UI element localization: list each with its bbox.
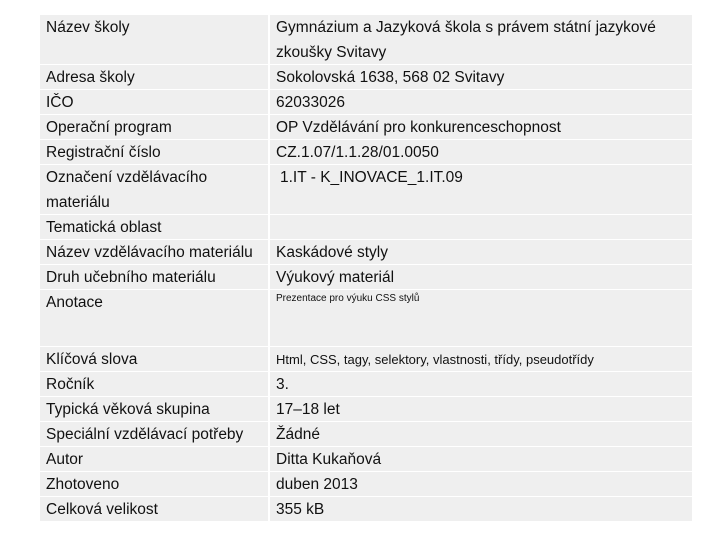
row-label: Typická věková skupina [40,397,270,422]
row-value: CZ.1.07/1.1.28/01.0050 [270,140,692,165]
row-label: Název vzdělávacího materiálu [40,240,270,265]
table-row-klicova-slova [40,347,692,372]
row-value: OP Vzdělávání pro konkurenceschopnost [270,115,692,140]
row-value: Gymnázium a Jazyková škola s právem státní jazykové zkoušky Svitavy [270,15,692,65]
row-label: Ročník [40,372,270,397]
row-value: 17–18 let [270,397,692,422]
row-label: Operační program [40,115,270,140]
table-row-zhotoveno [40,472,692,497]
row-value: Html, CSS, tagy, selektory, vlastnosti, třídy, pseudotřídy [270,347,692,372]
material-info-table [40,15,692,522]
table-row-registracni-cislo [40,140,692,165]
table-row-ico [40,90,692,115]
table-row-nazev-materialu [40,240,692,265]
row-value: 3. [270,372,692,397]
row-label: Druh učebního materiálu [40,265,270,290]
row-value: Ditta Kukaňová [270,447,692,472]
table-row-nazev-skoly [40,15,692,65]
row-value: Výukový materiál [270,265,692,290]
row-label: Klíčová slova [40,347,270,372]
row-label: Speciální vzdělávací potřeby [40,422,270,447]
row-value [270,215,692,240]
row-value: Žádné [270,422,692,447]
row-label: Registrační číslo [40,140,270,165]
table-row-druh-materialu [40,265,692,290]
table-row-operacni-program [40,115,692,140]
row-label: Zhotoveno [40,472,270,497]
table-row-tematicka-oblast [40,215,692,240]
row-value: 1.IT - K_INOVACE_1.IT.09 [270,165,692,215]
row-value: 62033026 [270,90,692,115]
row-value: duben 2013 [270,472,692,497]
row-value: Kaskádové styly [270,240,692,265]
table-row-autor [40,447,692,472]
row-label: Celková velikost [40,497,270,522]
table-row-anotace [40,290,692,347]
row-label: Název školy [40,15,270,65]
row-label: IČO [40,90,270,115]
row-value: Sokolovská 1638, 568 02 Svitavy [270,65,692,90]
row-label: Autor [40,447,270,472]
table-row-vekova-skupina [40,397,692,422]
table-row-specialni-potreby [40,422,692,447]
table-row-oznaceni-materialu [40,165,692,215]
row-label: Tematická oblast [40,215,270,240]
row-label: Anotace [40,290,270,347]
table-row-rocnik [40,372,692,397]
row-value: Prezentace pro výuku CSS stylů [270,290,692,347]
row-value: 355 kB [270,497,692,522]
table-row-adresa-skoly [40,65,692,90]
row-label: Adresa školy [40,65,270,90]
row-label: Označení vzdělávacího materiálu [40,165,270,215]
table-row-celkova-velikost [40,497,692,522]
